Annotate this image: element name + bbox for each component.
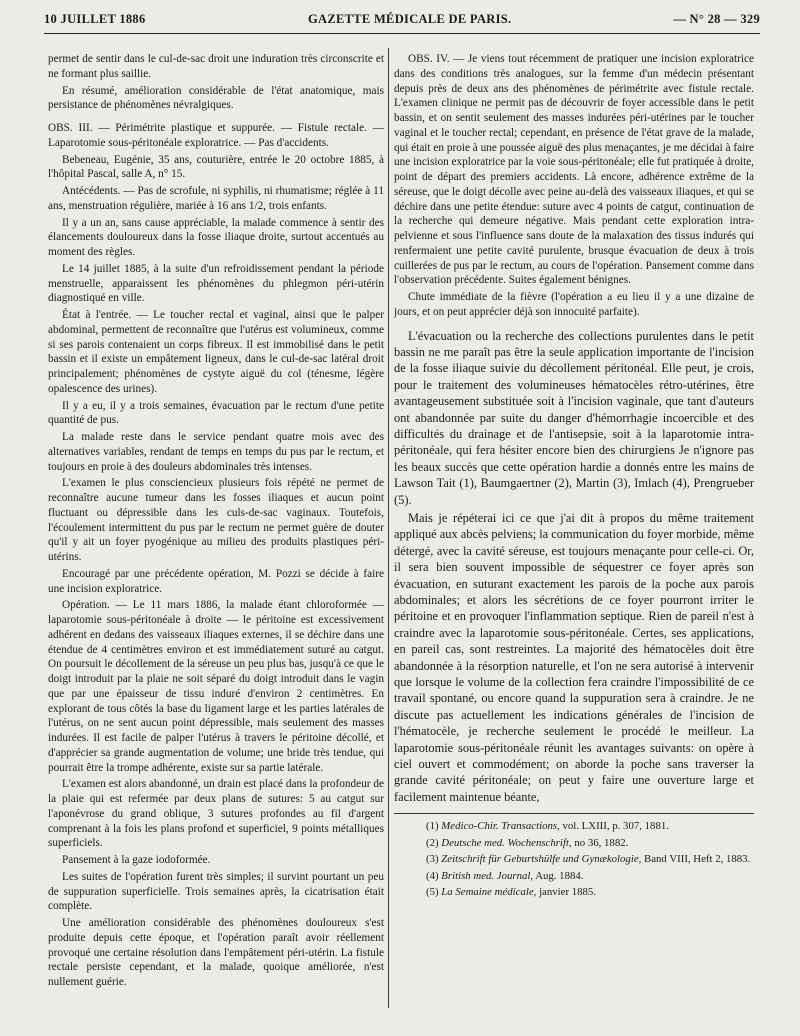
- footnote: (1) Medico-Chir. Transactions, vol. LXIII, p. 307, 1881.: [426, 820, 669, 833]
- paragraph: Chute immédiate de la fièvre (l'opération a eu lieu il y a une dizaine de jours, et on peut apprécier déjà son innocuité parfaite).: [394, 291, 754, 318]
- paragraph: L'examen le plus consciencieux plusieurs fois répété ne permet de reconnaître aucune tumeur dans les fosses iliaques et aucun point fluctuant ou dépressible dans les culs-de-sac vaginaux. Toutefois, l'écoulement intermittent du pus par le rectum ne permet guère de douter qu'il y ait un foyer pyogénique au milieu des produits plastiques péri-utérins.: [48, 477, 384, 563]
- paragraph: Il y a eu, il y a trois semaines, évacuation par le rectum d'une petite quantité de pus.: [48, 399, 384, 427]
- paragraph: Bebeneau, Eugénie, 35 ans, couturière, entrée le 20 octobre 1885, à l'hôpital Pascal, salle A, n° 15.: [48, 153, 384, 181]
- footnote: (5) La Semaine médicale, janvier 1885.: [426, 886, 597, 899]
- paragraph: permet de sentir dans le cul-de-sac droit une induration très circonscrite et ne formant plus saillie.: [48, 53, 384, 80]
- header-rule: [44, 33, 760, 34]
- paragraph: Une amélioration considérable des phénomènes douloureux s'est produite depuis cette époque, et l'opération paraît avoir réellement provoqué une certaine résolution dans l'empâtement péri-utérin. La fistule rectale persiste cependant, et la malade, quoique améliorée, n'est nullement guérie.: [48, 917, 384, 988]
- paragraph: L'évacuation ou la recherche des collections purulentes dans le petit bassin ne me paraît pas être la seule application importante de l'incision de la fosse iliaque suivie du décollement péritonéal. Elle peut, je crois, pour le traitement des volumineuses hématocèles rétro-utérines, être avantageusement substituée soit à l'incision vaginale, que tant d'auteurs ont abandonnée par suite du danger d'hémorrhagie incoercible et des difficultés du drainage et de l'antisepsie, soit à la laparotomie intra-péritonéale, qui fera hésiter encore bien des chirurgiens Je n'ignore pas les beaux succès que cette opération hardie a donnés entre les mains de Lawson Tait (1), Baumgaertner (2), Martin (3), Imlach (4), Prengrueber (5).: [394, 328, 754, 507]
- running-header: [44, 12, 760, 32]
- footnote: (3) Zeitschrift für Geburtshülfe und Gynækologie, Band VIII, Heft 2, 1883.: [426, 853, 751, 866]
- paragraph: État à l'entrée. — Le toucher rectal et vaginal, ainsi que le palper abdominal, permettent de reconnaître que l'utérus est volumineux, comme si ses parois contenaient un corps fibreux. Il est immobilisé dans le petit bassin et il existe un empâtement ligneux, dans le cul-de-sac latéral droit principalement; phénomènes de cystyte aiguë du col (ténesme, légère opalescence des urines).: [48, 309, 384, 395]
- paragraph: Il y a un an, sans cause appréciable, la malade commence à sentir des élancements douloureux dans la fosse iliaque droite, surtout accentués au moment des règles.: [48, 216, 384, 258]
- paragraph: L'examen est alors abandonné, un drain est placé dans la profondeur de la plaie qui est refermée par deux plans de sutures: 5 au catgut sur l'aponévrose du grand oblique, 3 sutures profondes au fil d'argent comprenant à la fois les plans profond et superficiel, 9 points métalliques superficiels.: [48, 778, 384, 850]
- header-journal-title: GAZETTE MÉDICALE DE PARIS.: [308, 12, 512, 26]
- paragraph: OBS. IV. — Je viens tout récemment de pratiquer une incision exploratrice dans des conditions très analogues, sur la femme d'un médecin présentant depuis près de deux ans des phénomènes de périmétrite avec fistule rectale. L'examen clinique ne permit pas de découvrir de foyer accessible dans le petit bassin, et on sentit seulement des masses indurées péri-utérines par le toucher vaginal et le toucher rectal; cependant, en présence de l'état grave de la malade, qui était en proie à une poussée aiguë des plus menaçantes, je me décidai à faire une incision exploratrice par la voie sous-péritonéale; elle fut pratiquée à droite, point de départ des premiers accidents. Là encore, adhérence extrême de la séreuse, que le doigt décolle avec peine au-delà des vaisseaux iliaques, et qui se déchire dans une petite étendue: suture avec 4 points de catgut, continuation de la recherche qui demeure négative. Mais pendant cette exploration intra-pelvienne et sous l'influence sans doute de la malaxation des tissus indurés qui renfermaient une petite cavité purulente, brusque évacuation de deux à trois cuillerées de pus par le rectum, au cours de l'opération. Pansement comme dans l'observation précédente. Suites également bénignes.: [394, 53, 754, 287]
- paragraph: Pansement à la gaze iodoformée.: [62, 854, 211, 866]
- left-column: [48, 52, 384, 1007]
- paragraph: Opération. — Le 11 mars 1886, la malade étant chloroformée — laparotomie sous-péritonéale à droite — le péritoine est excessivement adhérent en dedans des vaisseaux iliaques externes, il se déchire dans une étendue de 4 centimètres environ et est immédiatement suturé au catgut. On poursuit le décollement de la séreuse un peu plus bas, jusqu'à ce que le doigt introduit par la plaie ne soit séparé du doigt introduit dans le vagin que par une épaisseur de tissu induré d'environ 2 centimètres. En explorant de tous côtés la base du ligament large et les parties latérales de l'utérus, on ne sent aucun point dépressible, mais seulement des masses indurées. Il est facile de palper l'utérus à travers le péritoine décollé, et d'apprécier sa grande augmentation de volume; une bride très tendue, qui pourrait être la trompe adhérente, existe sur sa partie latérale.: [48, 599, 384, 774]
- right-column: [394, 52, 754, 1002]
- footnote: (4) British med. Journal, Aug. 1884.: [426, 869, 584, 882]
- paragraph: La malade reste dans le service pendant quatre mois avec des alternatives variables, rendant de temps en temps du pus par le rectum, et toujours en proie à des douleurs abdominales très intenses.: [48, 431, 384, 473]
- paragraph: Antécédents. — Pas de scrofule, ni syphilis, ni rhumatisme; réglée à 11 ans, menstruation régulière, mariée à 16 ans 1/2, trois enfants.: [48, 185, 384, 212]
- paragraph: Encouragé par une précédente opération, M. Pozzi se décide à faire une incision exploratrice.: [48, 567, 384, 595]
- observation-heading: OBS. III. — Périmétrite plastique et suppurée. — Fistule rectale. — Laparotomie sous-péritonéale exploratrice. — Pas d'accidents.: [48, 122, 384, 149]
- footnote-rule: [394, 813, 754, 814]
- paragraph: Mais je répéterai ici ce que j'ai dit à propos du même traitement appliqué aux abcès pelviens; la communication du foyer morbide, même détergé, avec la cavité séreuse, est toujours menaçante pour celle-ci. Or, il sera bien souvent impossible de séquestrer ce foyer après son évacuation, en suturant exactement les parois de la poche aux parois abdominales; et alors les sécrétions de ce foyer pourront irriter le péritoine et en provoquer l'inflammation septique. Rien de pareil n'est à craindre avec la laparotomie sous-péritonéale. Certes, ses applications, en pareil cas, sont restreintes. La majorité des hématocèles doit être abandonnée à la résorption naturelle, et l'on ne sera autorisé à intervenir que lorsque le volume de la collection fera craindre l'impossibilité de ce travail spontané, ou encore quand la suppuration sera à craindre. Je ne discute pas actuellement les indications générales de l'incision de l'hématocèle, je recherche seulement le procédé le meilleur. La laparotomie sous-péritonéale réunit les avantages suivants: on opère à ciel ouvert et commodément; on aborde la poche sans traverser la grande cavité péritonéale; on peut y faire une ouverture large et facilement maintenue béante,: [394, 510, 754, 804]
- paragraph: En résumé, amélioration considérable de l'état anatomique, mais persistance de phénomènes névralgiques.: [48, 84, 384, 112]
- footnotes: [394, 819, 754, 900]
- footnote: (2) Deutsche med. Wochenschrift, no 36, 1882.: [426, 836, 629, 849]
- paragraph: Les suites de l'opération furent très simples; il survint pourtant un peu de suppuration superficielle. Trois semaines après, la cicatrisation était complète.: [48, 870, 384, 913]
- header-page-number: — N° 28 — 329: [673, 12, 760, 26]
- header-date: 10 JUILLET 1886: [44, 12, 146, 26]
- paragraph: Le 14 juillet 1885, à la suite d'un refroidissement pendant la période menstruelle, apparaissent les phénomènes du phlegmon péri-utérin diagnostiqué en ville.: [48, 262, 384, 305]
- column-divider: [388, 48, 389, 1008]
